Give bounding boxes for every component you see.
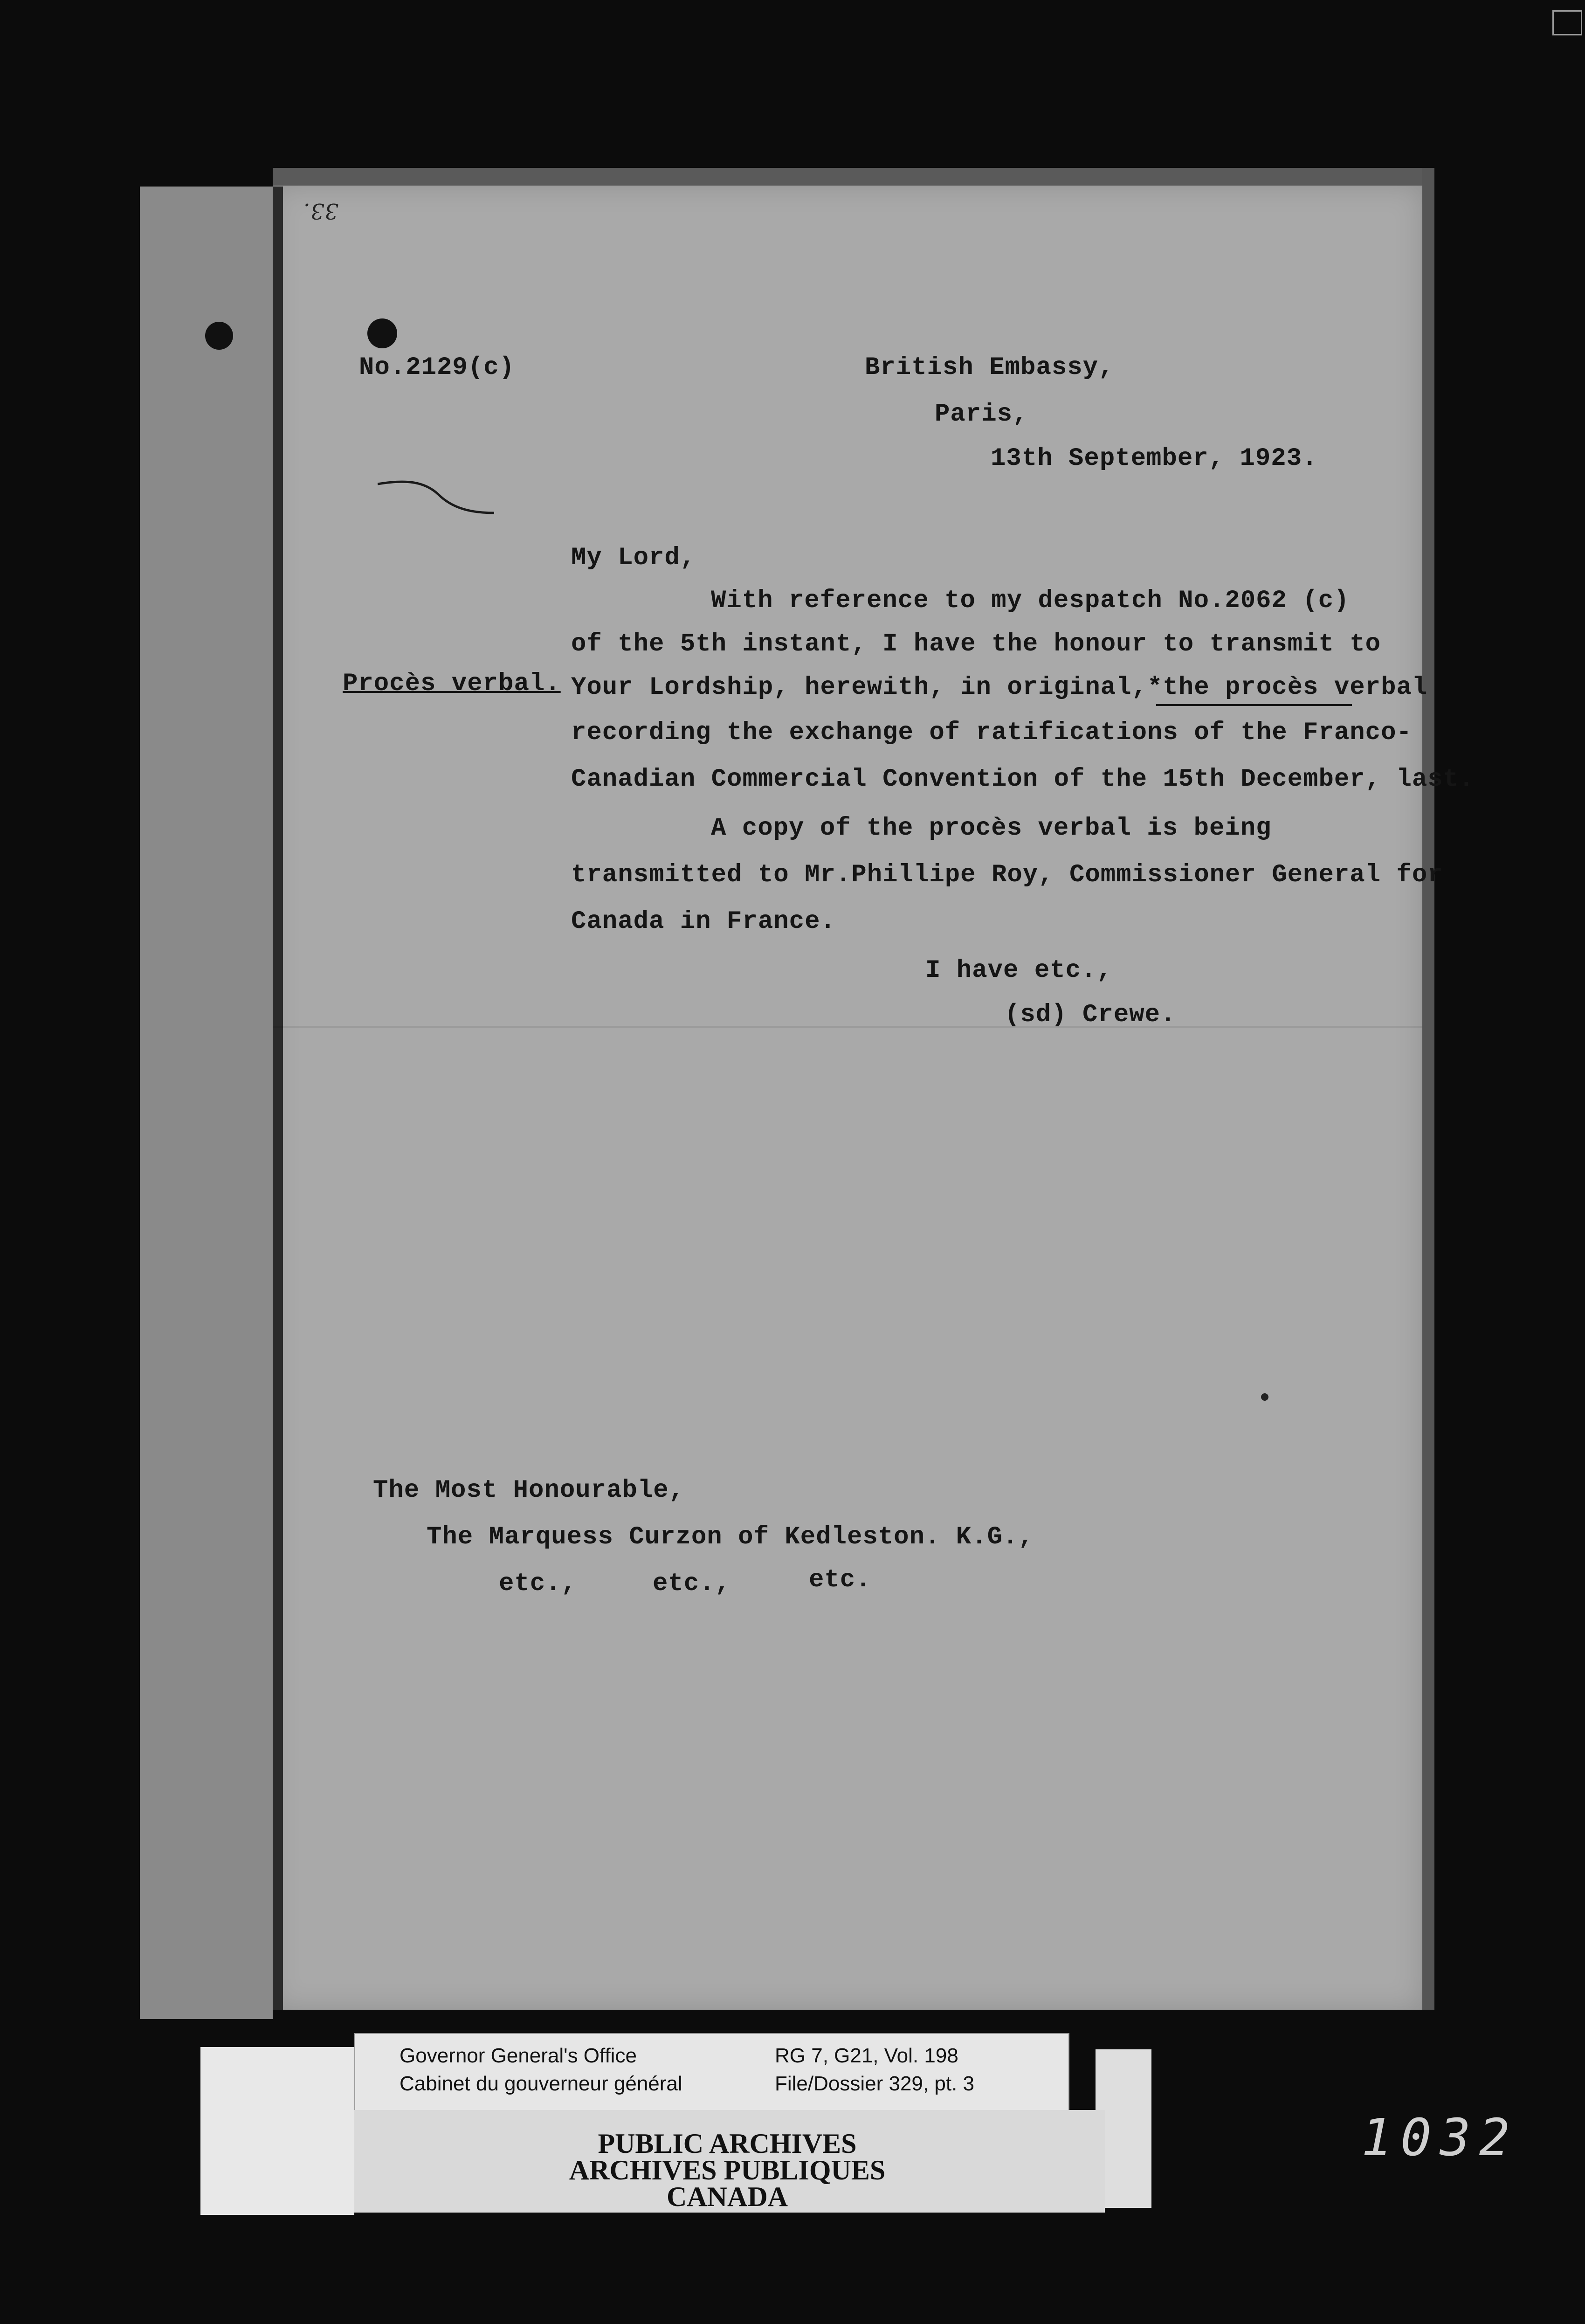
body-line-8: Canada in France.	[571, 907, 836, 936]
pencil-mark	[378, 476, 499, 527]
archive-reference-label	[354, 2033, 1069, 2112]
binder-strip	[140, 187, 273, 2019]
sheet-top-shadow	[273, 168, 1422, 187]
stamp-line-2: ARCHIVES PUBLIQUES	[569, 2155, 886, 2186]
sender-line-1: British Embassy,	[865, 353, 1114, 382]
margin-note: Procès verbal.	[343, 670, 561, 698]
body-line-7: transmitted to Mr.Phillipe Roy, Commissioner General for	[571, 861, 1443, 889]
sheet-right-edge	[1422, 168, 1434, 2010]
punch-hole	[205, 322, 233, 350]
body-line-3: Your Lordship, herewith, in original,*the procès verbal	[571, 673, 1428, 702]
addressee-etc-1: etc.,	[499, 1570, 577, 1598]
stamp-line-1: PUBLIC ARCHIVES	[598, 2128, 857, 2159]
fold-line	[273, 1026, 1422, 1028]
frame-corner-mark	[1552, 10, 1582, 35]
letter-date: 13th September, 1923.	[991, 444, 1318, 473]
addressee-etc-3: etc.	[809, 1566, 871, 1594]
signature: (sd) Crewe.	[1005, 1001, 1176, 1029]
addressee-line-1: The Most Honourable,	[373, 1476, 685, 1505]
microfilm-frame-number: 1032	[1361, 2108, 1518, 2167]
body-line-2: of the 5th instant, I have the honour to transmit to	[571, 630, 1381, 658]
ink-spot	[1261, 1393, 1268, 1401]
reference-number: No.2129(c)	[359, 353, 515, 382]
punch-hole	[367, 318, 397, 348]
closing: I have etc.,	[925, 956, 1112, 985]
record-group-reference: RG 7, G21, Vol. 198	[775, 2044, 958, 2067]
body-line-5: Canadian Commercial Convention of the 15th December, last.	[571, 765, 1475, 794]
underline-proces-verbal	[1156, 704, 1352, 706]
label-strip-left	[200, 2047, 354, 2215]
binder-edge	[273, 187, 283, 2010]
pencil-page-number: 33.	[303, 199, 339, 224]
body-line-6: A copy of the procès verbal is being	[711, 814, 1272, 843]
addressee-etc-2: etc.,	[653, 1570, 731, 1598]
body-line-1: With reference to my despatch No.2062 (c)	[711, 587, 1350, 615]
salutation: My Lord,	[571, 544, 696, 572]
body-line-4: recording the exchange of ratifications of the Franco-	[571, 719, 1412, 747]
addressee-line-2: The Marquess Curzon of Kedleston. K.G.,	[427, 1523, 1034, 1551]
office-english: Governor General's Office	[400, 2044, 637, 2067]
stamp-line-3: CANADA	[667, 2181, 788, 2212]
sender-line-2: Paris,	[935, 400, 1028, 429]
file-dossier-reference: File/Dossier 329, pt. 3	[775, 2072, 974, 2095]
office-french: Cabinet du gouverneur général	[400, 2072, 682, 2095]
archive-stamp-label	[354, 2110, 1105, 2213]
